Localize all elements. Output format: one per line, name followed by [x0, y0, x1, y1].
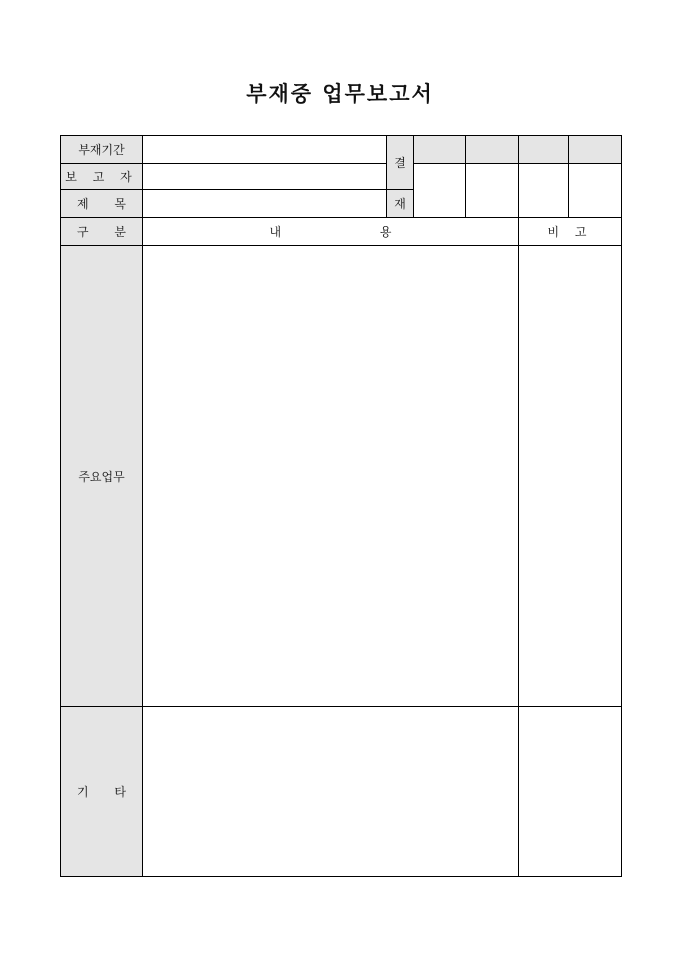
remarks-header: 비 고: [519, 218, 622, 246]
subject-label: 제 목: [61, 190, 143, 218]
approval-title-cell-2[interactable]: [466, 136, 519, 164]
absence-period-label: 부재기간: [61, 136, 143, 164]
other-content[interactable]: [143, 707, 519, 877]
report-form-table: [60, 135, 622, 877]
category-header: 구 분: [61, 218, 143, 246]
document-title: 부재중 업무보고서: [246, 81, 434, 106]
approval-label-bottom: 재: [387, 190, 414, 218]
main-tasks-content[interactable]: [143, 246, 519, 707]
absence-period-field[interactable]: [143, 136, 387, 164]
reporter-field[interactable]: [143, 164, 387, 190]
content-header: 내 용: [143, 218, 519, 246]
other-label: 기 타: [61, 707, 143, 877]
subject-field[interactable]: [143, 190, 387, 218]
approval-sign-cell-3[interactable]: [519, 164, 569, 218]
approval-title-cell-1[interactable]: [414, 136, 466, 164]
approval-sign-cell-1[interactable]: [414, 164, 466, 218]
other-remarks[interactable]: [519, 707, 622, 877]
approval-title-cell-3[interactable]: [519, 136, 569, 164]
approval-label-top: 결: [387, 136, 414, 190]
approval-sign-cell-2[interactable]: [466, 164, 519, 218]
main-tasks-label: 주요업무: [61, 246, 143, 707]
main-tasks-remarks[interactable]: [519, 246, 622, 707]
approval-sign-cell-4[interactable]: [569, 164, 622, 218]
reporter-label: 보 고 자: [61, 164, 143, 190]
approval-title-cell-4[interactable]: [569, 136, 622, 164]
